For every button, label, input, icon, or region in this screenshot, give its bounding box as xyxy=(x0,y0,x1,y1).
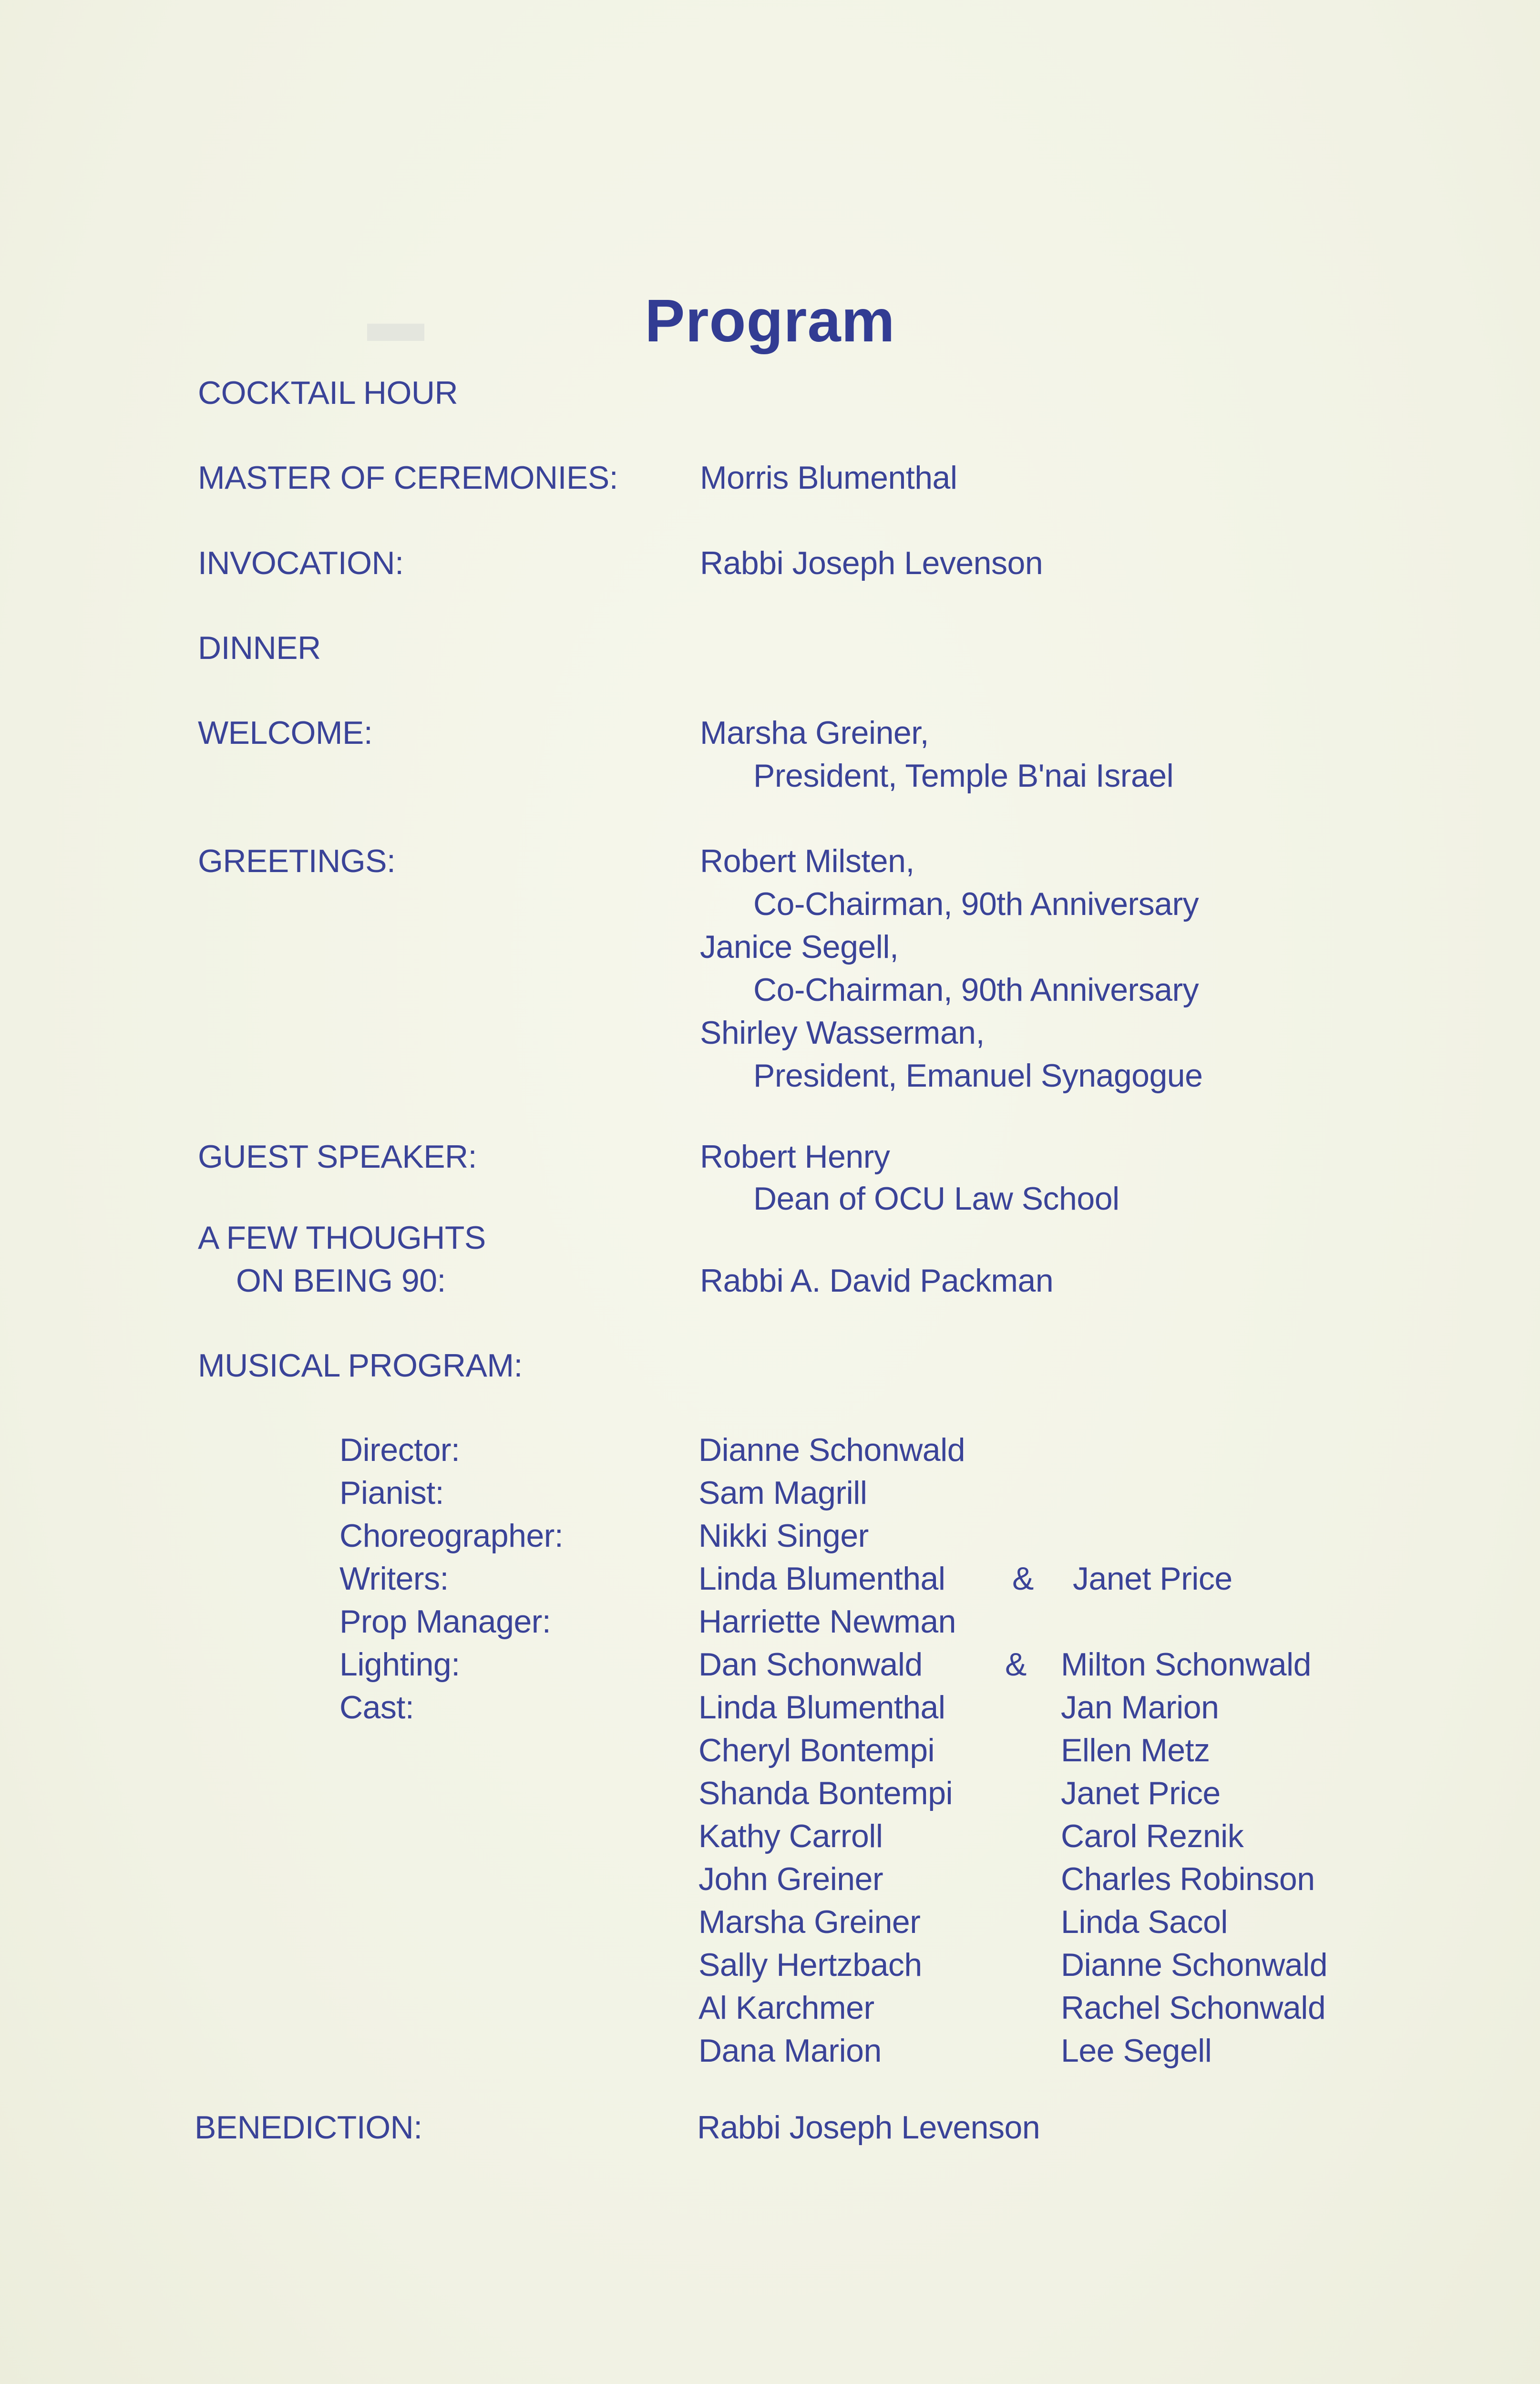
lighting-label: Lighting: xyxy=(339,1646,460,1683)
cast-member: Marsha Greiner xyxy=(698,1904,921,1940)
cast-member: Rachel Schonwald xyxy=(1061,1990,1326,2026)
writers-value-1: Linda Blumenthal xyxy=(698,1561,945,1597)
cast-label: Cast: xyxy=(339,1689,414,1726)
cast-member: Linda Blumenthal xyxy=(698,1689,945,1726)
greetings-label: GREETINGS: xyxy=(198,843,396,879)
few-thoughts-label: A FEW THOUGHTS xyxy=(198,1220,486,1256)
lighting-value-2: Milton Schonwald xyxy=(1061,1646,1311,1683)
welcome-value: Marsha Greiner, xyxy=(700,715,929,751)
cast-member: Janet Price xyxy=(1061,1775,1221,1811)
lighting-ampersand: & xyxy=(1005,1646,1027,1683)
director-label: Director: xyxy=(339,1432,460,1468)
dinner-label: DINNER xyxy=(198,630,321,666)
benediction-label: BENEDICTION: xyxy=(195,2109,422,2146)
cast-member: Al Karchmer xyxy=(698,1990,874,2026)
cast-member: Shanda Bontempi xyxy=(698,1775,953,1811)
cast-member: Carol Reznik xyxy=(1061,1818,1244,1854)
guest-speaker-title: Dean of OCU Law School xyxy=(753,1181,1119,1217)
welcome-label: WELCOME: xyxy=(198,715,373,751)
invocation-label: INVOCATION: xyxy=(198,545,404,581)
invocation-value: Rabbi Joseph Levenson xyxy=(700,545,1043,581)
guest-speaker-label: GUEST SPEAKER: xyxy=(198,1139,477,1175)
cast-member: Jan Marion xyxy=(1061,1689,1219,1726)
cast-member: Dianne Schonwald xyxy=(1061,1947,1328,1983)
prop-manager-label: Prop Manager: xyxy=(339,1603,551,1640)
cast-member: Lee Segell xyxy=(1061,2033,1212,2069)
director-value: Dianne Schonwald xyxy=(698,1432,965,1468)
writers-ampersand: & xyxy=(1012,1561,1034,1597)
pianist-label: Pianist: xyxy=(339,1475,444,1511)
few-thoughts-label-2: ON BEING 90: xyxy=(236,1263,446,1299)
greeting-title: Co-Chairman, 90th Anniversary xyxy=(753,972,1199,1008)
greeting-name: Shirley Wasserman, xyxy=(700,1015,985,1051)
cast-member: Charles Robinson xyxy=(1061,1861,1315,1897)
guest-speaker-value: Robert Henry xyxy=(700,1139,890,1175)
welcome-title: President, Temple B'nai Israel xyxy=(753,758,1174,794)
prop-manager-value: Harriette Newman xyxy=(698,1603,956,1640)
master-of-ceremonies-value: Morris Blumenthal xyxy=(700,460,957,496)
cast-member: Cheryl Bontempi xyxy=(698,1732,935,1768)
choreographer-label: Choreographer: xyxy=(339,1518,564,1554)
bleed-through-decoration: ▬ xyxy=(367,289,424,353)
greeting-name: Janice Segell, xyxy=(700,929,899,965)
cast-member: John Greiner xyxy=(698,1861,883,1897)
greeting-title: President, Emanuel Synagogue xyxy=(753,1058,1203,1094)
cast-member: Dana Marion xyxy=(698,2033,882,2069)
greeting-name: Robert Milsten, xyxy=(700,843,914,879)
master-of-ceremonies-label: MASTER OF CEREMONIES: xyxy=(198,460,618,496)
lighting-value-1: Dan Schonwald xyxy=(698,1646,923,1683)
page-title: Program xyxy=(645,287,895,354)
pianist-value: Sam Magrill xyxy=(698,1475,867,1511)
benediction-value: Rabbi Joseph Levenson xyxy=(697,2109,1040,2146)
cocktail-hour-label: COCKTAIL HOUR xyxy=(198,375,458,411)
musical-program-label: MUSICAL PROGRAM: xyxy=(198,1347,523,1384)
writers-value-2: Janet Price xyxy=(1073,1561,1232,1597)
cast-member: Sally Hertzbach xyxy=(698,1947,922,1983)
few-thoughts-value: Rabbi A. David Packman xyxy=(700,1263,1054,1299)
choreographer-value: Nikki Singer xyxy=(698,1518,869,1554)
writers-label: Writers: xyxy=(339,1561,449,1597)
cast-member: Ellen Metz xyxy=(1061,1732,1210,1768)
greeting-title: Co-Chairman, 90th Anniversary xyxy=(753,886,1199,922)
cast-member: Linda Sacol xyxy=(1061,1904,1228,1940)
cast-member: Kathy Carroll xyxy=(698,1818,883,1854)
